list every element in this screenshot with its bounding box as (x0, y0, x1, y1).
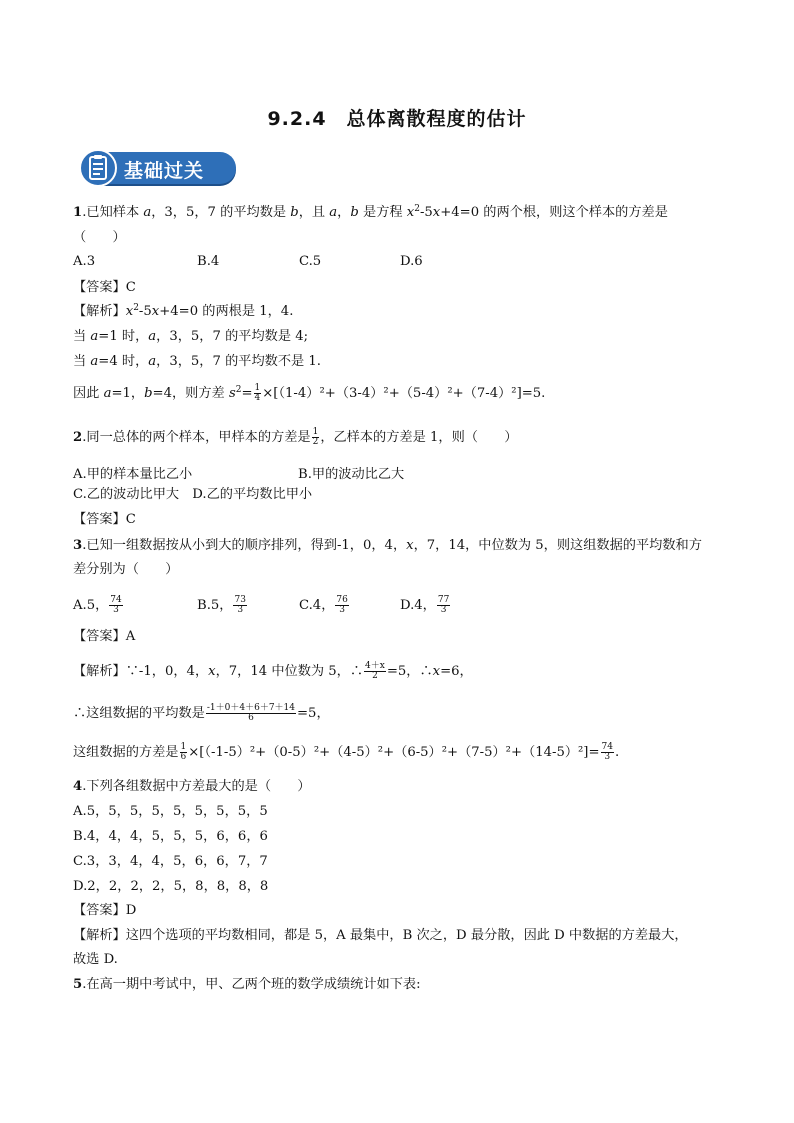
q1-analysis-3: 当 a=4 时，a，3，5，7 的平均数不是 1. (73, 354, 321, 369)
q3-stem-2: 差分别为（ ） (73, 562, 179, 577)
q4-stem: 4.下列各组数据中方差最大的是（ ） (73, 779, 311, 794)
checklist-icon (78, 148, 118, 188)
q3-analysis-3: 这组数据的方差是 $\frac{1}{6}$ ×[（-1-5）²+（0-5）²+（4-5）²+（6-5）²+（7-5）²+（14-5）²]= $\frac{74}{3}$ . (73, 742, 620, 762)
q5-stem: 5.在高一期中考试中，甲、乙两个班的数学成绩统计如下表: (73, 977, 421, 992)
q2-option-cd: C.乙的波动比甲大 D.乙的平均数比甲小 (73, 487, 313, 502)
q3-option-b: B.5， $\frac{73}{3}$ (197, 595, 246, 615)
q3-analysis-1: 【解析】∵-1，0，4，x，7，14 中位数为 5，∴ $\frac{4+x}{2}$ =5，∴x=6， (73, 661, 473, 681)
q1-option-c: C.5 (299, 254, 322, 269)
q1-stem: 1.已知样本 a，3，5，7 的平均数是 b，且 a，b 是方程 $x^2-5x+4=0$ 的两个根，则这个样本的方差是 (73, 204, 668, 220)
q1-option-a: A.3 (73, 254, 96, 269)
q2-option-a: A.甲的样本量比乙小 (73, 467, 193, 482)
q4-analysis-1: 【解析】这四个选项的平均数相同，都是 5，A 最集中，B 次之，D 最分散，因此 D 中数据的方差最大， (73, 928, 688, 943)
page-title: 9.2.4 总体离散程度的估计 (267, 108, 527, 130)
q4-option-c: C.3，3，4，4，5，6，6，7，7 (73, 854, 268, 869)
section-banner (78, 148, 236, 188)
q1-answer: 【答案】C (73, 280, 136, 295)
q1-analysis-1: 【解析】$x^2-5x+4=0$ 的两根是 1，4. (73, 303, 294, 319)
q3-analysis-2: ∴这组数据的平均数是 $\frac{-1+0+4+6+7+14}{6}$ =5， (73, 703, 330, 723)
q4-option-b: B.4，4，4，5，5，5，6，6，6 (73, 829, 268, 844)
q1-option-b: B.4 (197, 254, 220, 269)
q3-option-a: A.5， $\frac{74}{3}$ (73, 595, 122, 615)
q4-option-a: A.5，5，5，5，5，5，5，5，5 (73, 804, 268, 819)
q2-option-b: B.甲的波动比乙大 (298, 467, 405, 482)
q1-analysis-4: 因此 a=1，b=4，则方差 $s^2=$ $\frac{1}{4}$ ×[（1-4）²+（3-4）²+（5-4）²+（7-4）²]=5. (73, 383, 546, 403)
q1-option-d: D.6 (400, 254, 423, 269)
q4-option-d: D.2，2，2，2，5，8，8，8，8 (73, 879, 269, 894)
fraction: $\frac{1}{4}$ (254, 383, 261, 403)
q2-stem: 2.同一总体的两个样本，甲样本的方差是 $\frac{1}{2}$ ，乙样本的方差是 1，则（ ） (73, 427, 518, 447)
q1-analysis-2: 当 a=1 时，a，3，5，7 的平均数是 4; (73, 329, 309, 344)
q3-answer: 【答案】A (73, 629, 136, 644)
q1-paren: （ ） (73, 230, 126, 245)
q3-option-d: D.4， $\frac{77}{3}$ (400, 595, 450, 615)
q3-stem: 3.已知一组数据按从小到大的顺序排列，得到-1，0，4，x，7，14，中位数为 5，则这组数据的平均数和方 (73, 538, 702, 553)
q4-answer: 【答案】D (73, 903, 137, 918)
q2-answer: 【答案】C (73, 512, 136, 527)
banner-label: 基础过关 (124, 160, 205, 182)
q4-analysis-2: 故选 D. (73, 952, 118, 967)
fraction: $\frac{1}{2}$ (312, 427, 319, 447)
q3-option-c: C.4， $\frac{76}{3}$ (299, 595, 348, 615)
